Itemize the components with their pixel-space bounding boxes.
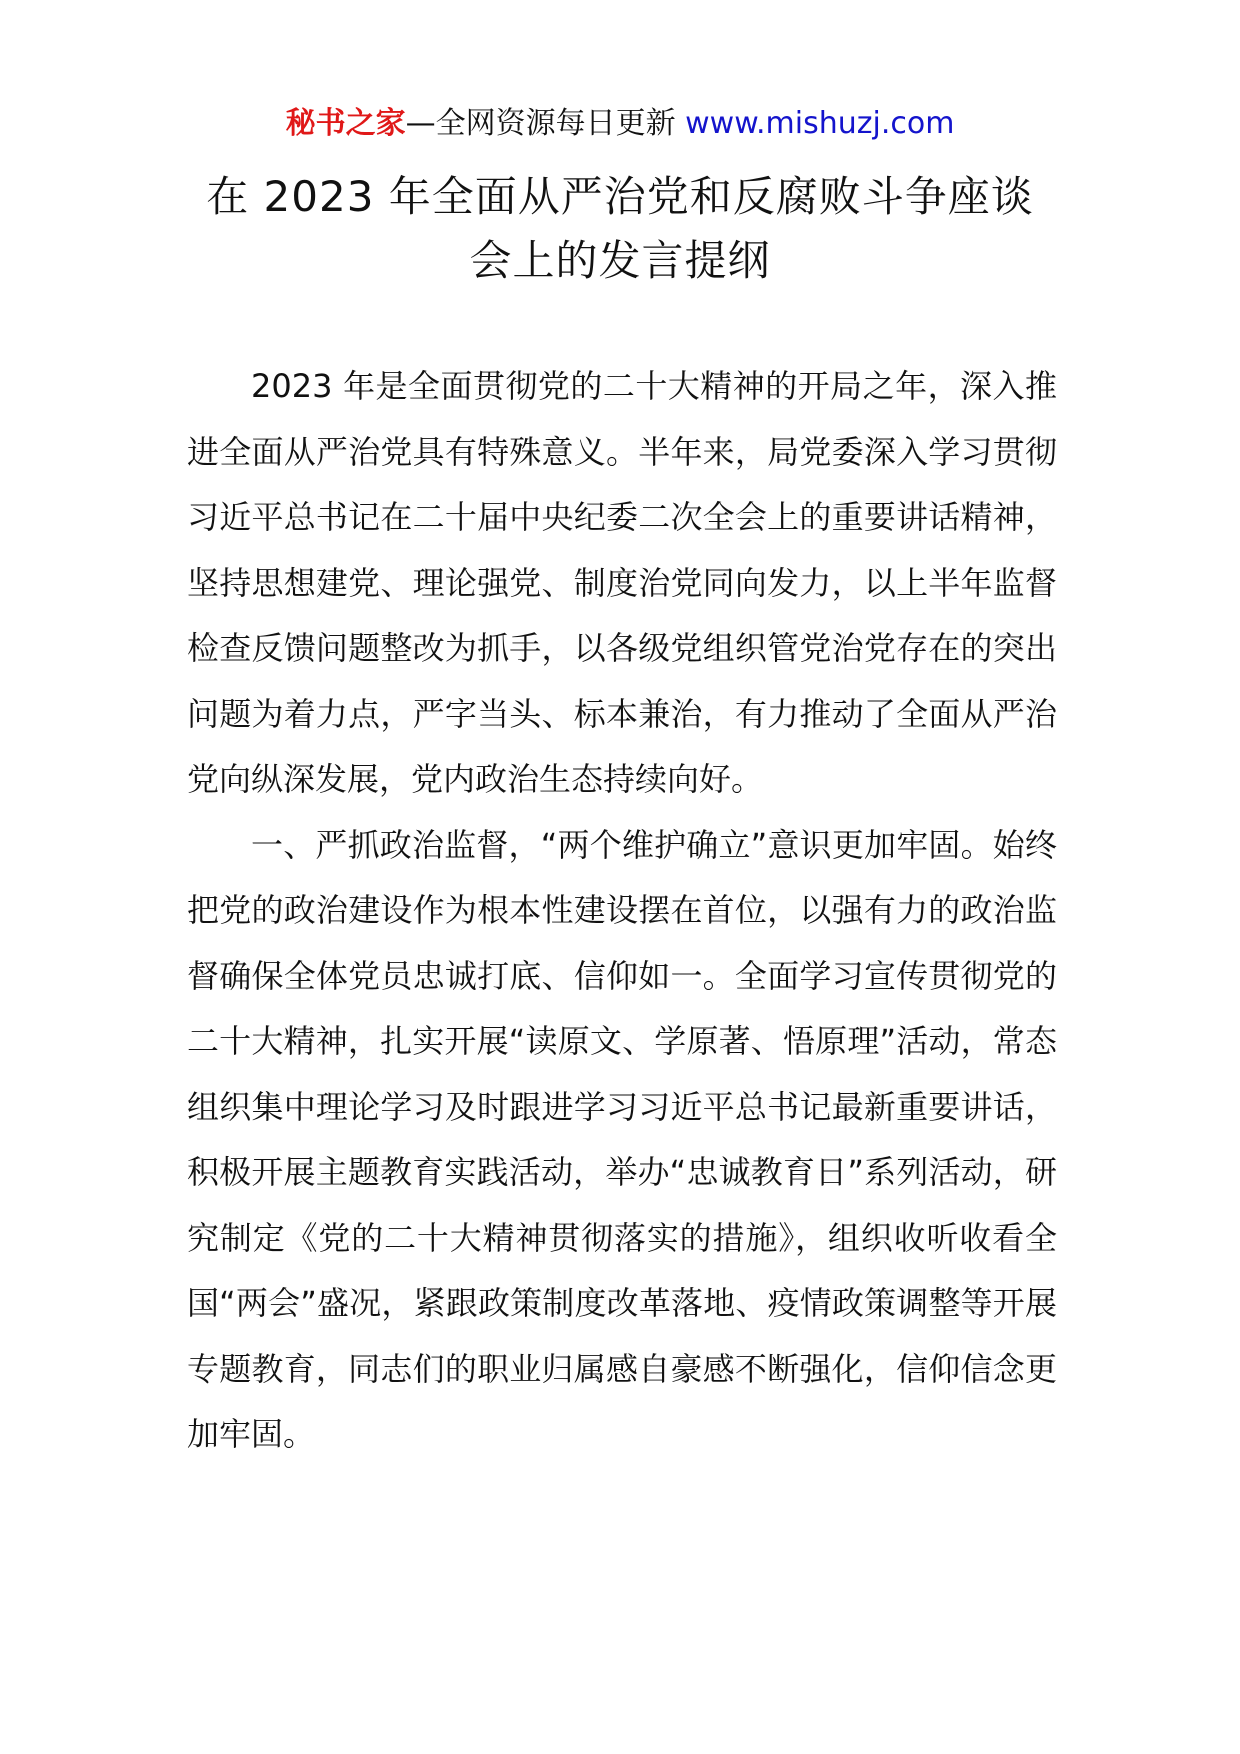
site-brand: 秘书之家 [285,106,406,141]
site-url-link[interactable]: www.mishuzj.com [685,106,955,141]
paragraph-section-1: 一、严抓政治监督，“两个维护确立”意识更加牢固。始终把党的政治建设作为根本性建设摆在首位，以强有力的政治监督确保全体党员忠诚打底、信仰如一。全面学习宣传贯彻党的二十大精神，扎实开展“读原文、学原著、悟原理”活动，常态组织集中理论学习及时跟进学习习近平总书记最新重要讲话，积极开展主题教育实践活动，举办“忠诚教育日”系列活动，研究制定《党的二十大精神贯彻落实的措施》，组织收听收看全国“两会”盛况，紧跟政策制度改革落地、疫情政策调整等开展专题教育，同志们的职业归属感自豪感不断强化，信仰信念更加牢固。 [187,825,1057,1453]
document-body [187,354,1057,1468]
document-title [150,165,1090,293]
site-header [0,104,1240,144]
paragraph-intro: 2023 年是全面贯彻党的二十大精神的开局之年，深入推进全面从严治党具有特殊意义。半年来，局党委深入学习贯彻习近平总书记在二十届中央纪委二次全会上的重要讲话精神，坚持思想建党、理论强党、制度治党同向发力，以上半年监督检查反馈问题整改为抓手，以各级党组织管党治党存在的突出问题为着力点，严字当头、标本兼治，有力推动了全面从严治党向纵深发展，党内政治生态持续向好。 [187,367,1057,798]
site-tagline: —全网资源每日更新 [405,106,686,141]
title-line-2: 会上的发言提纲 [469,236,771,285]
title-line-1: 在 2023 年全面从严治党和反腐败斗争座谈 [206,172,1034,221]
